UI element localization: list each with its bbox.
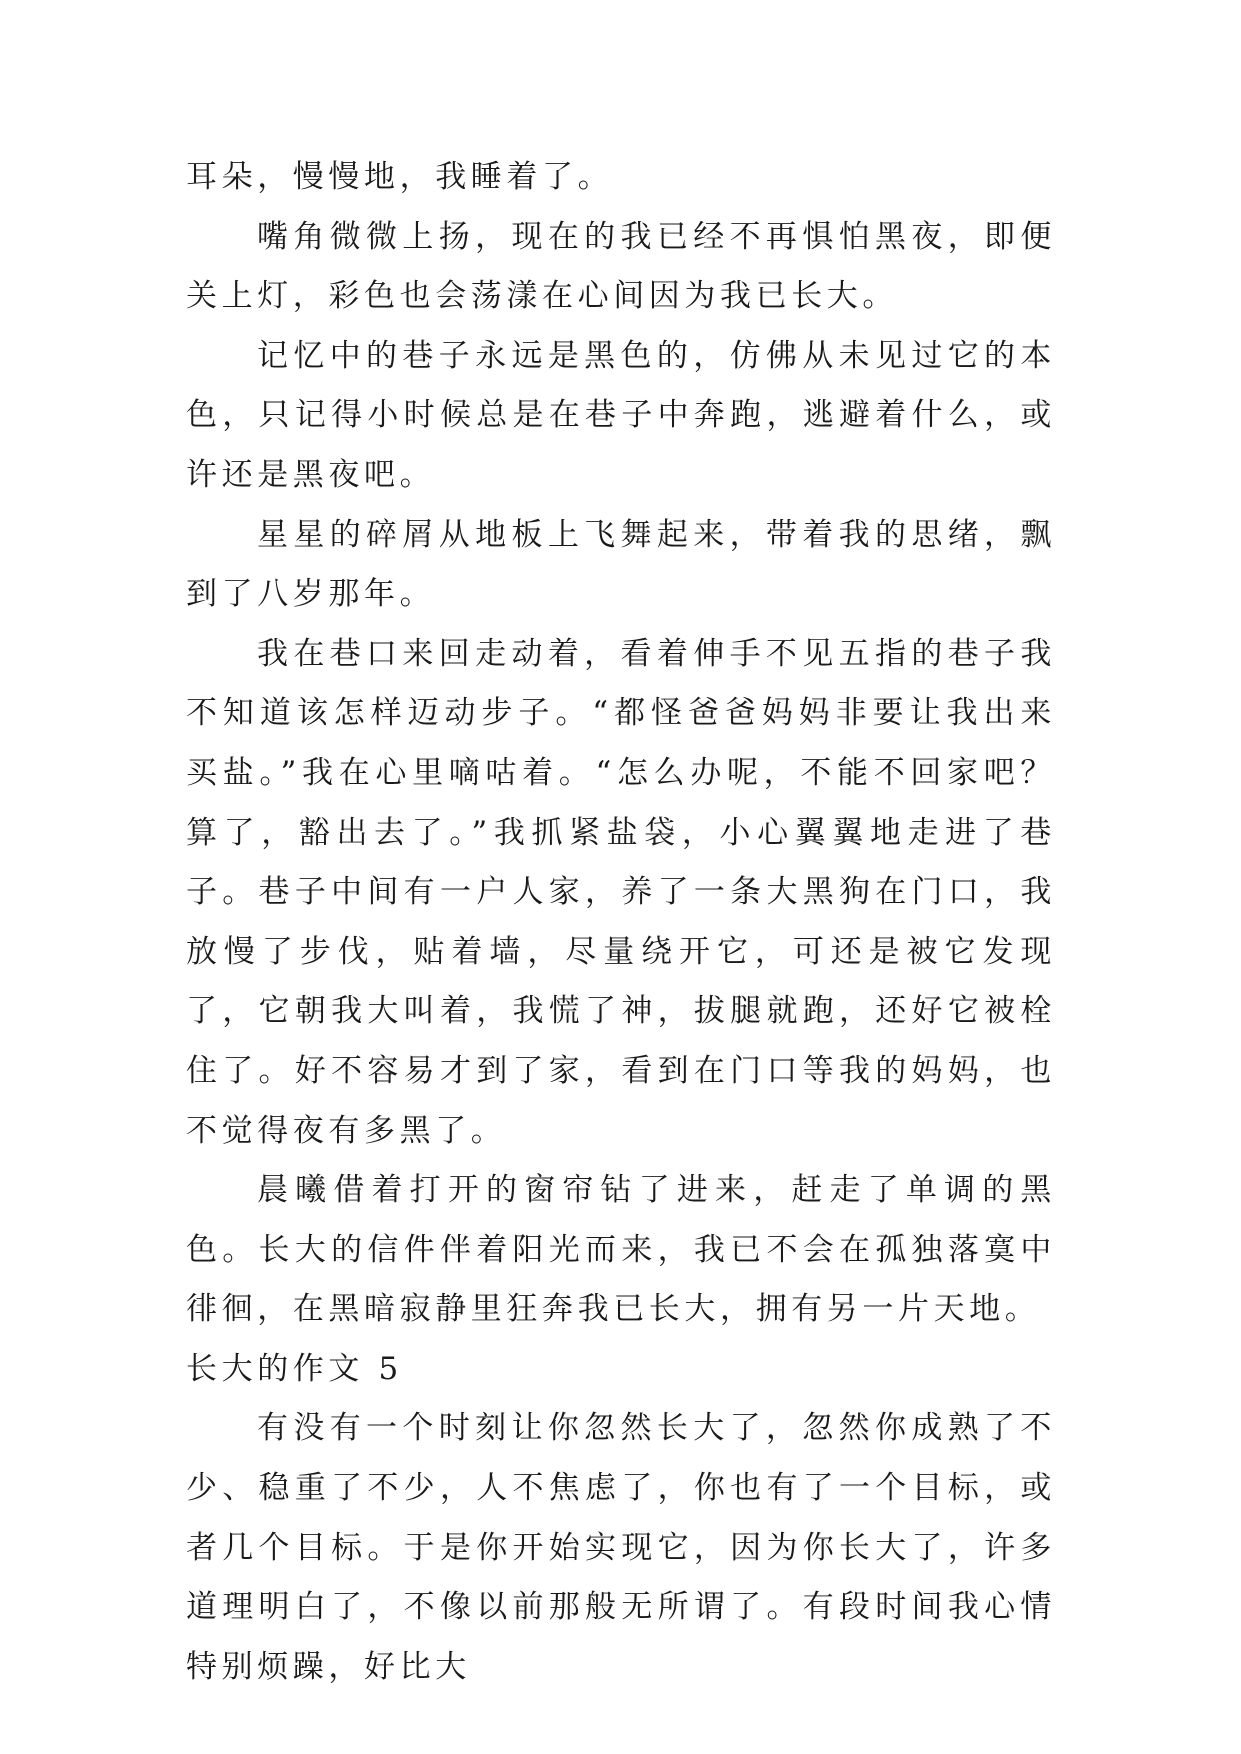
paragraph: 晨曦借着打开的窗帘钻了进来，赶走了单调的黑色。长大的信件伴着阳光而来，我已不会在孤独落寞中徘徊，在黑暗寂静里狂奔我已长大，拥有另一片天地。 [186, 1172, 1056, 1328]
document-body [186, 148, 1056, 1697]
paragraph: 我在巷口来回走动着，看着伸手不见五指的巷子我不知道该怎样迈动步子。“都怪爸爸妈妈非要让我出来买盐。”我在心里嘀咕着。“怎么办呢，不能不回家吧？算了，豁出去了。”我抓紧盐袋，小心翼翼地走进了巷子。巷子中间有一户人家，养了一条大黑狗在门口，我放慢了步伐，贴着墙，尽量绕开它，可还是被它发现了，它朝我大叫着，我慌了神，拔腿就跑，还好它被栓住了。好不容易才到了家，看到在门口等我的妈妈，也不觉得夜有多黑了。 [186, 635, 1056, 1149]
paragraph: 有没有一个时刻让你忽然长大了，忽然你成熟了不少、稳重了不少，人不焦虑了，你也有了一个目标，或者几个目标。于是你开始实现它，因为你长大了，许多道理明白了，不像以前那般无所谓了。有段时间我心情特别烦躁，好比大 [186, 1410, 1056, 1685]
paragraph: 星星的碎屑从地板上飞舞起来，带着我的思绪，飘到了八岁那年。 [186, 516, 1056, 613]
paragraph: 嘴角微微上扬，现在的我已经不再惧怕黑夜，即便关上灯，彩色也会荡漾在心间因为我已长大。 [186, 218, 1056, 315]
paragraph-continuation: 耳朵，慢慢地，我睡着了。 [186, 159, 614, 195]
section-heading: 长大的作文 5 [186, 1350, 403, 1387]
paragraph: 记忆中的巷子永远是黑色的，仿佛从未见过它的本色，只记得小时候总是在巷子中奔跑，逃避着什么，或许还是黑夜吧。 [186, 337, 1056, 493]
